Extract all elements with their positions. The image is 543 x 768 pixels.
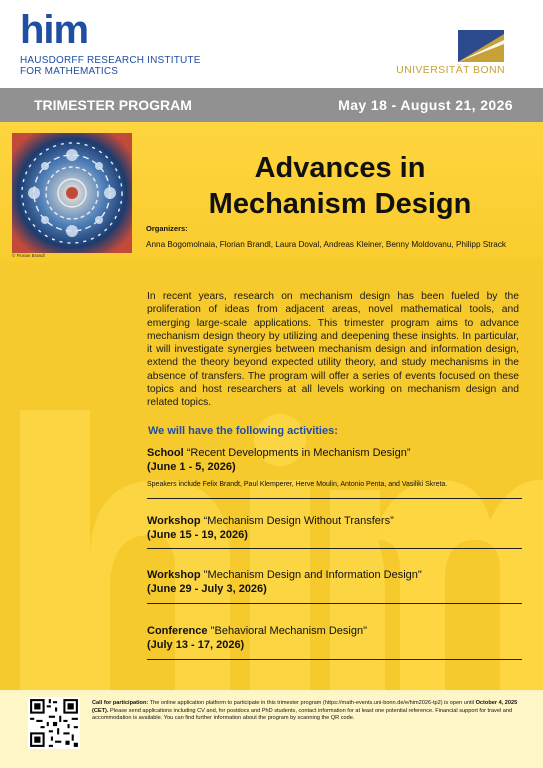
event-name: "Mechanism Design and Information Design"	[203, 569, 422, 581]
event-dates: (June 29 - July 3, 2026)	[147, 583, 267, 595]
mechanism-art-image	[12, 133, 132, 253]
event-title	[147, 514, 522, 528]
institute-line-1: HAUSDORFF RESEARCH INSTITUTE	[20, 55, 201, 66]
event-title	[147, 624, 522, 638]
title-line-1: Advances in	[254, 152, 426, 184]
event-item	[147, 446, 522, 499]
program-type: TRIMESTER PROGRAM	[34, 97, 192, 113]
image-credit: © Florian Brandl	[12, 253, 45, 258]
call-label: Call for participation:	[92, 700, 149, 706]
institute-name	[20, 55, 201, 77]
event-dates: (July 13 - 17, 2026)	[147, 639, 245, 651]
institute-line-2: FOR MATHEMATICS	[20, 66, 119, 77]
event-kind: School	[147, 447, 184, 459]
header	[0, 0, 543, 88]
organizers-list: Anna Bogomolnaia, Florian Brandl, Laura Doval, Andreas Kleiner, Benny Moldovanu, Philipp Strack	[146, 240, 507, 249]
event-item	[147, 568, 522, 604]
him-logo: him	[20, 8, 89, 52]
event-title	[147, 568, 522, 582]
activities-heading: We will have the following activities:	[148, 425, 338, 437]
university-logo-icon	[458, 30, 504, 62]
qr-code-icon[interactable]	[28, 697, 80, 749]
program-dates: May 18 - August 21, 2026	[338, 97, 513, 113]
event-title	[147, 446, 522, 460]
event-item	[147, 514, 522, 549]
call-details: Please send applications including CV and, for postdocs and PhD students, contact information for at least one potential reference. Financial support for travel and accommodation is available. You can find further information about the program by scanning the QR code.	[92, 707, 513, 722]
event-dates: (June 1 - 5, 2026)	[147, 461, 236, 473]
university-name: UNIVERSITÄT BONN	[396, 64, 505, 76]
event-kind: Workshop	[147, 569, 201, 581]
call-for-participation	[92, 700, 522, 723]
organizers-label: Organizers:	[146, 224, 188, 233]
event-name: “Mechanism Design Without Transfers”	[203, 515, 394, 527]
event-name: "Behavioral Mechanism Design"	[210, 625, 367, 637]
event-kind: Workshop	[147, 515, 201, 527]
program-band	[0, 88, 543, 122]
call-deadline: October 4, 2025 (CET).	[92, 700, 518, 714]
call-text: The online application platform to participate in this trimester program (https://math-events.uni-bonn.de/e/him2026-tp2) is open until	[148, 700, 476, 706]
event-speakers: Speakers include Felix Brandt, Paul Klemperer, Herve Moulin, Antonio Penta, and Vasiliki Skreta.	[147, 481, 448, 488]
title-line-2: Mechanism Design	[208, 188, 472, 220]
event-item	[147, 624, 522, 660]
event-kind: Conference	[147, 625, 208, 637]
event-name: “Recent Developments in Mechanism Design”	[186, 447, 411, 459]
program-title	[150, 150, 530, 222]
program-description: In recent years, research on mechanism design has been fueled by the proliferation of ideas from adjacent areas, novel mathematical tools, and emerging large-scale applications. This trimester program aims to advance mechanism design theory by utilizing and deepening these insights. In particular, it will investigate synergies between mechanism design and information design, extend the theory beyond expected utility theory, and study mechanisms in the absence of transfers. The program will offer a series of events focused on these topics and host researchers at all levels working on mechanism design and related topics.	[147, 291, 519, 409]
event-dates: (June 15 - 19, 2026)	[147, 529, 248, 541]
